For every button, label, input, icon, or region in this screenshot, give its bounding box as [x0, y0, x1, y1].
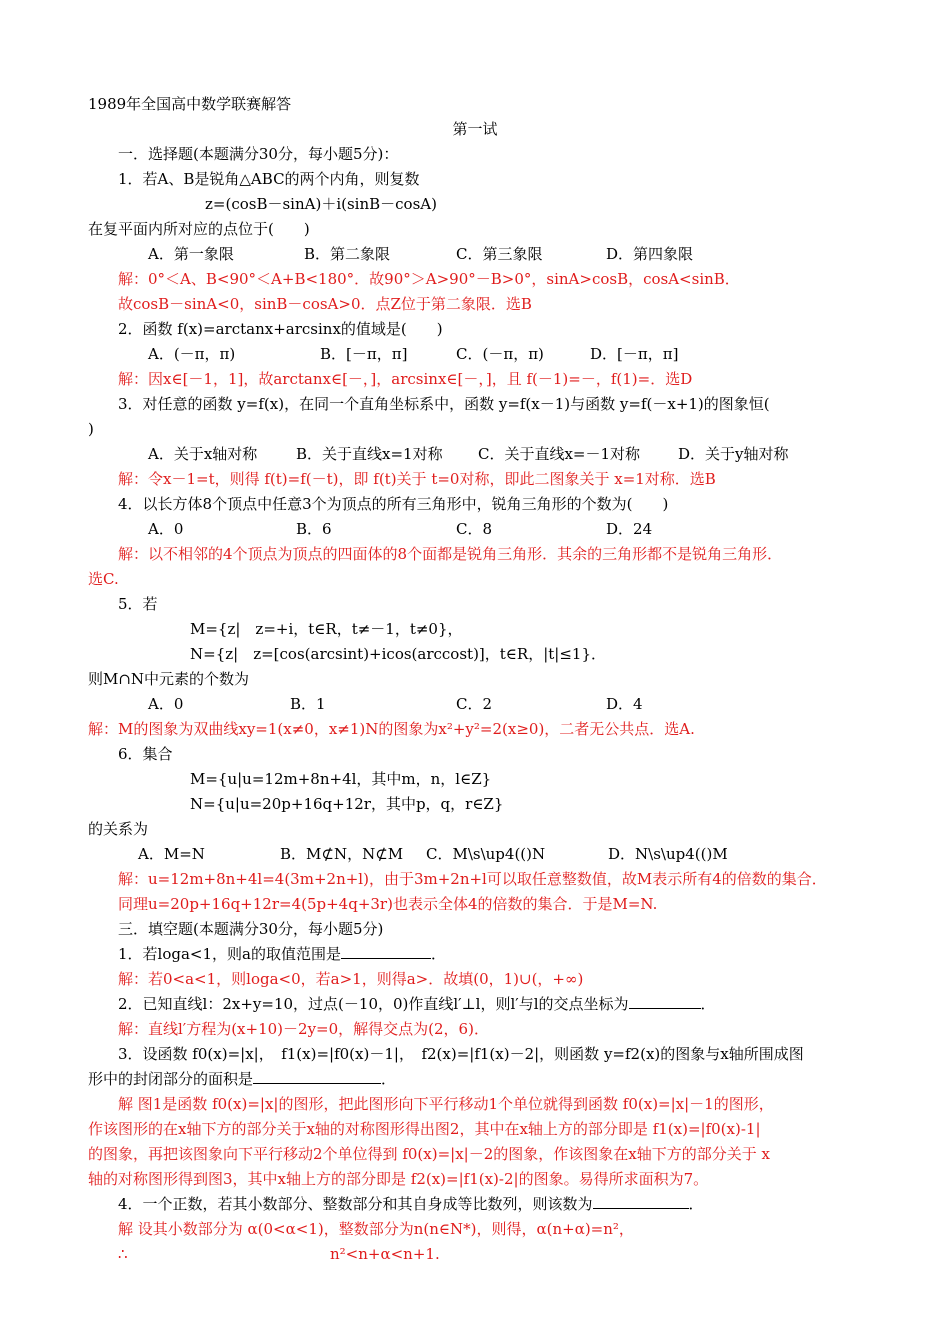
document-title: 1989年全国高中数学联赛解答: [88, 95, 292, 113]
q3-stem-line2: ): [88, 420, 94, 438]
q3-option-b: B．关于直线x=1对称: [296, 445, 443, 463]
q3-stem-line1: 3．对任意的函数 y=f(x)，在同一个直角坐标系中，函数 y=f(x－1)与函数 y=f(－x+1)的图象恒(: [118, 395, 770, 413]
q6-stem: 6．集合: [118, 745, 173, 763]
q1-stem2: 在复平面内所对应的点位于( ): [88, 220, 310, 238]
q4-option-b: B．6: [296, 520, 332, 538]
q4-option-c: C．8: [456, 520, 493, 538]
q1-option-b: B．第二象限: [304, 245, 391, 263]
section-title: 第一试: [452, 120, 498, 138]
q4-solution-line2: 选C.: [88, 570, 119, 588]
q1-solution-line1: 解：0°＜A、B<90°＜A+B<180°．故90°＞A>90°－B>0°，sinA>cosB，cosA<sinB．: [118, 270, 740, 288]
q1-stem: 1．若A、B是锐角△ABC的两个内角，则复数: [118, 170, 420, 188]
f3-stem-end: ．: [381, 1070, 397, 1088]
q5-option-b: B．1: [290, 695, 326, 713]
q3-option-c: C．关于直线x=－1对称: [478, 445, 641, 463]
f4-answer-blank: [593, 1194, 689, 1209]
q6-option-a: A．M=N: [138, 845, 205, 863]
q4-option-a: A．0: [148, 520, 184, 538]
f3-stem-line1: 3．设函数 f0(x)=|x|， f1(x)=|f0(x)－1|， f2(x)=|f1(x)－2|，则函数 y=f2(x)的图象与x轴所围成图: [118, 1045, 804, 1063]
q5-set-m: M={z| z=+i，t∈R，t≠－1，t≠0}，: [190, 620, 463, 638]
f4-solution-line2: n²<n+α<n+1.: [330, 1245, 440, 1263]
f2-solution: 解：直线l′方程为(x+10)－2y=0，解得交点为(2，6)．: [118, 1020, 489, 1038]
q4-stem: 4．以长方体8个顶点中任意3个为顶点的所有三角形中，锐角三角形的个数为( ): [118, 495, 669, 513]
q2-option-a: A．(－π，π): [148, 345, 236, 363]
f3-solution-line1: 解 图1是函数 f0(x)=|x|的图形，把此图形向下平行移动1个单位就得到函数 f0(x)=|x|－1的图形，: [118, 1095, 774, 1113]
f1-stem-text: 1．若loga<1，则a的取值范围是: [118, 945, 341, 963]
therefore-symbol: ∴: [118, 1245, 128, 1263]
f2-stem-end: ．: [700, 995, 716, 1013]
f3-solution-line3: 的图象，再把该图象向下平行移动2个单位得到 f0(x)=|x|－2的图象，作该图象在x轴下方的部分关于 x: [88, 1145, 770, 1163]
q5-stem2: 则M∩N中元素的个数为: [88, 670, 250, 688]
q6-solution-line2: 同理u=20p+16q+12r=4(5p+4q+3r)也表示全体4的倍数的集合．于是M=N.: [118, 895, 658, 913]
q1-option-a: A．第一象限: [148, 245, 234, 263]
q6-option-c: C．M\s\up4(()N: [426, 845, 546, 863]
q2-option-d: D．[－π，π]: [590, 345, 679, 363]
f1-stem: [118, 944, 446, 964]
f1-solution: 解：若0<a<1，则loga<0，若a>1，则得a>．故填(0，1)∪(，+∞): [118, 970, 584, 988]
q5-option-a: A．0: [148, 695, 184, 713]
q3-option-a: A．关于x轴对称: [148, 445, 258, 463]
f3-stem-text: 形中的封闭部分的面积是: [88, 1070, 254, 1088]
q3-solution: 解：令x－1=t，则得 f(t)=f(－t)，即 f(t)关于 t=0对称，即此二图象关于 x=1对称．选B: [118, 470, 716, 488]
q4-solution-line1: 解：以不相邻的4个顶点为顶点的四面体的8个面都是锐角三角形．其余的三角形都不是锐角三角形．: [118, 545, 783, 563]
q1-option-d: D．第四象限: [606, 245, 694, 263]
q6-solution-line1: 解：u=12m+8n+4l=4(3m+2n+l)，由于3m+2n+l可以取任意整数值，故M表示所有4的倍数的集合．: [118, 870, 827, 888]
q1-option-c: C．第三象限: [456, 245, 543, 263]
q6-set-n: N={u|u=20p+16q+12r，其中p，q，r∈Z}: [190, 795, 504, 813]
part1-heading: 一．选择题(本题满分30分，每小题5分)：: [118, 145, 399, 163]
f4-solution-line1: 解 设其小数部分为 α(0<α<1)，整数部分为n(n∈N*)，则得，α(n+α)=n²，: [118, 1220, 634, 1238]
q2-stem: 2．函数 f(x)=arctanx+arcsinx的值域是( ): [118, 320, 443, 338]
q2-option-c: C．(－π，π): [456, 345, 544, 363]
q5-option-c: C．2: [456, 695, 493, 713]
q5-stem: 5．若: [118, 595, 158, 613]
f1-answer-blank: [341, 944, 431, 959]
f1-stem-end: ．: [430, 945, 446, 963]
q2-option-b: B．[－π，π]: [320, 345, 408, 363]
f3-solution-line2: 作该图形的在x轴下方的部分关于x轴的对称图形得出图2，其中在x轴上方的部分即是 f1(x)=|f0(x)-1|: [88, 1120, 761, 1138]
f2-answer-blank: [629, 994, 701, 1009]
q3-option-d: D．关于y轴对称: [678, 445, 789, 463]
part3-heading: 三．填空题(本题满分30分，每小题5分): [118, 920, 384, 938]
f4-stem-text: 4．一个正数，若其小数部分、整数部分和其自身成等比数列，则该数为: [118, 1195, 593, 1213]
f3-solution-line4: 轴的对称图形得到图3，其中x轴上方的部分即是 f2(x)=|f1(x)-2|的图象。易得所求面积为7。: [88, 1170, 709, 1188]
q5-option-d: D．4: [606, 695, 643, 713]
f3-stem-line2: [88, 1069, 396, 1089]
f4-stem: [118, 1194, 704, 1214]
q5-solution: 解：M的图象为双曲线xy=1(x≠0，x≠1)N的图象为x²+y²=2(x≥0)，二者无公共点．选A.: [88, 720, 695, 738]
q5-set-n: N={z| z=[cos(arcsint)+icos(arccost)]，t∈R，|t|≤1}．: [190, 645, 606, 663]
q1-formula: z=(cosB－sinA)＋i(sinB－cosA): [205, 195, 437, 213]
f4-stem-end: ．: [688, 1195, 704, 1213]
q6-set-m: M={u|u=12m+8n+4l，其中m，n，l∈Z}: [190, 770, 492, 788]
q4-option-d: D．24: [606, 520, 653, 538]
q6-option-b: B．M⊄N，N⊄M: [280, 845, 404, 863]
q2-solution: 解：因x∈[－1，1]，故arctanx∈[－，]，arcsinx∈[－，]，且 f(－1)=－，f(1)=．选D: [118, 370, 693, 388]
f2-stem: [118, 994, 716, 1014]
f2-stem-text: 2．已知直线l：2x+y=10，过点(－10，0)作直线l′⊥l，则l′与l的交点坐标为: [118, 995, 629, 1013]
q1-solution-line2: 故cosB－sinA<0，sinB－cosA>0．点Z位于第二象限．选B: [118, 295, 532, 313]
f3-answer-blank: [253, 1069, 381, 1084]
q6-option-d: D．N\s\up4(()M: [608, 845, 728, 863]
q6-stem2: 的关系为: [88, 820, 149, 838]
